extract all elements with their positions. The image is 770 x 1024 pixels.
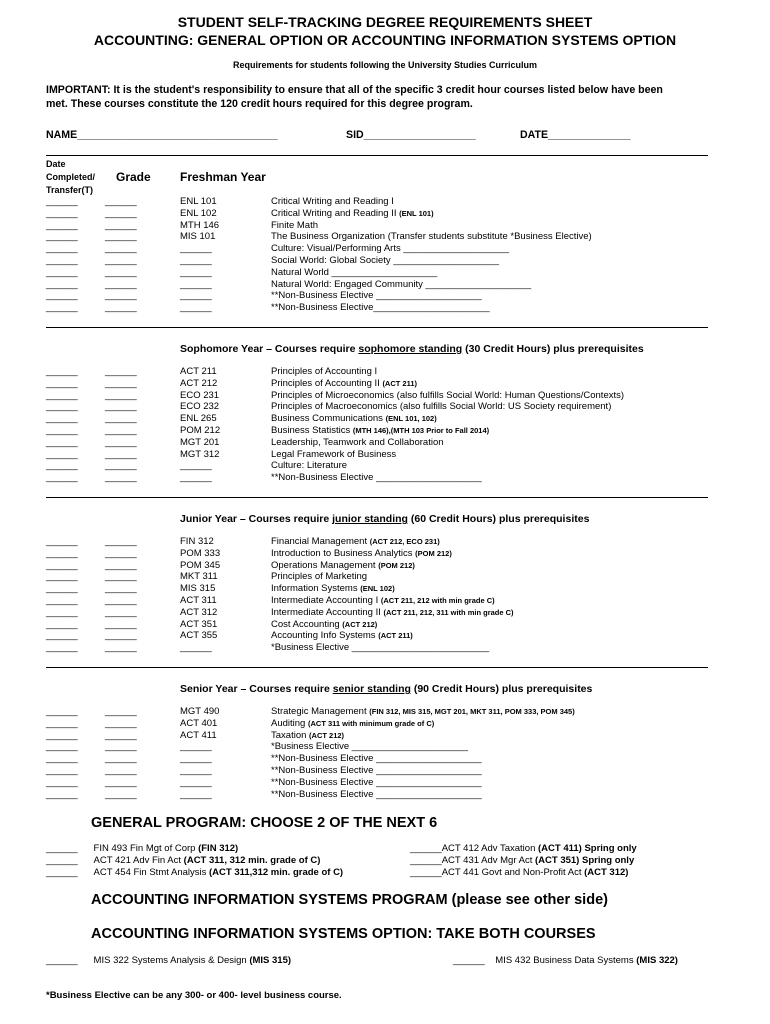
course-title: The Business Organization (Transfer students substitute *Business Elective): [271, 231, 592, 243]
course-name: [271, 255, 592, 267]
course-code: MGT 490: [180, 706, 220, 717]
course-code: ECO 232: [180, 401, 220, 413]
course-code: MIS 315: [180, 583, 216, 595]
course-name: [271, 460, 624, 472]
course-prerequisite: (ACT 211): [382, 378, 418, 388]
grade-blank[interactable]: ______: [105, 448, 137, 460]
freshman-course-codes: [180, 196, 219, 314]
course-title: Principles of Accounting I: [271, 366, 378, 377]
course-code: ______: [180, 753, 212, 765]
grade-blank[interactable]: ______: [105, 389, 137, 401]
elective-course-option[interactable]: [46, 843, 343, 855]
grade-blank[interactable]: ______: [105, 366, 137, 377]
course-title: Critical Writing and Reading II: [271, 207, 397, 219]
grade-blank[interactable]: ______: [105, 436, 137, 448]
date-completed-blank[interactable]: ______: [46, 207, 78, 219]
course-prerequisite: (ACT 212): [309, 730, 345, 740]
ais-course-mis-432[interactable]: ______ MIS 432 Business Data Systems (MIS 322): [453, 955, 678, 966]
course-code: ENL 265: [180, 413, 217, 425]
grade-blank[interactable]: ______: [105, 536, 137, 547]
course-prerequisite: (ENL 102): [360, 584, 395, 594]
course-title: Principles of Marketing: [271, 571, 368, 583]
course-title: Information Systems: [271, 583, 358, 595]
course-code: ACT 355: [180, 630, 218, 642]
date-completed-blank[interactable]: ______: [46, 266, 78, 278]
sid-field[interactable]: SID___________________: [346, 129, 476, 141]
course-title: **Non-Business Elective______________________: [271, 302, 490, 314]
course-code: ______: [180, 460, 212, 472]
document-title-line-2: ACCOUNTING: GENERAL OPTION OR ACCOUNTING INFORMATION SYSTEMS OPTION: [93, 32, 677, 48]
course-code: ______: [180, 278, 212, 290]
elective-course-title: ACT 441 Govt and Non-Profit Act: [441, 866, 585, 878]
course-name: [271, 765, 575, 777]
course-code: ______: [180, 302, 212, 314]
elective-blank[interactable]: ______: [410, 843, 442, 854]
course-name: [271, 706, 575, 718]
course-title: Intermediate Accounting II: [271, 606, 381, 618]
grade-blank[interactable]: ______: [105, 377, 137, 389]
course-code: MKT 311: [180, 571, 218, 583]
date-completed-blank[interactable]: ______: [46, 472, 78, 484]
course-name: [271, 196, 592, 208]
course-code: ______: [180, 254, 212, 266]
course-name: [271, 220, 592, 232]
elective-course-title: ACT 431 Adv Mgr Act: [441, 854, 535, 866]
elective-course-option[interactable]: [46, 855, 343, 867]
course-prerequisite: (ACT 211, 212, 311 with min grade C): [383, 607, 514, 617]
date-completed-blank[interactable]: ______: [46, 401, 78, 413]
date-completed-blank[interactable]: ______: [46, 594, 78, 606]
course-title: **Non-Business Elective ____________________: [271, 776, 482, 788]
freshman-year-title: Freshman Year: [180, 170, 266, 184]
course-name: [271, 366, 624, 378]
course-title: *Business Elective __________________________: [271, 642, 490, 654]
elective-course-prerequisite: (ACT 411) Spring only: [538, 843, 637, 854]
date-completed-blank[interactable]: ______: [46, 571, 78, 583]
course-prerequisite: (ACT 212): [342, 619, 378, 629]
important-notice-line-1: IMPORTANT: It is the student's responsibility to ensure that all of the specific 3 credit hour courses listed below have been: [46, 84, 663, 96]
course-name: [271, 401, 624, 413]
elective-course-prerequisite: (ACT 311,312 min. grade of C): [209, 866, 344, 878]
junior-divider: [46, 667, 708, 668]
sophomore-course-codes: [180, 366, 220, 484]
course-name: [271, 560, 514, 572]
grade-blank[interactable]: ______: [105, 243, 137, 255]
course-name: [271, 536, 514, 548]
sophomore-grade-blanks[interactable]: [105, 366, 137, 484]
grade-blank[interactable]: ______: [105, 717, 137, 729]
course-name: [271, 730, 575, 742]
course-title: Business Communications: [271, 413, 383, 425]
grade-blank[interactable]: ______: [105, 753, 137, 765]
course-name: [271, 378, 624, 390]
grade-blank[interactable]: ______: [105, 547, 137, 559]
general-program-title: GENERAL PROGRAM: CHOOSE 2 OF THE NEXT 6: [91, 815, 438, 831]
date-completed-blank[interactable]: ______: [46, 413, 78, 425]
junior-year-title: Junior Year – Courses require junior standing (60 Credit Hours) plus prerequisites: [180, 513, 590, 525]
course-prerequisite: (ACT 311 with minimum grade of C): [307, 718, 435, 728]
grade-blank[interactable]: ______: [105, 741, 137, 753]
elective-blank[interactable]: ______: [46, 854, 78, 866]
course-name: [271, 243, 592, 255]
course-name: [271, 607, 514, 619]
course-title: Principles of Accounting II: [271, 377, 380, 389]
grade-blank[interactable]: ______: [105, 413, 137, 425]
course-code: ______: [180, 243, 212, 255]
ais-course-mis-322[interactable]: ______ MIS 322 Systems Analysis & Design (MIS 315): [46, 955, 292, 966]
date-completed-blank[interactable]: ______: [46, 717, 78, 729]
course-name: [271, 777, 575, 789]
course-name: [271, 425, 624, 437]
course-title: **Non-Business Elective ____________________: [271, 764, 482, 776]
grade-blank[interactable]: ______: [105, 606, 137, 618]
course-title: Natural World ____________________: [271, 266, 438, 278]
course-prerequisite: (POM 212): [378, 560, 415, 570]
course-code: POM 212: [180, 424, 221, 436]
date-completed-blank[interactable]: ______: [46, 196, 78, 207]
elective-course-title: FIN 493 Fin Mgt of Corp: [93, 843, 199, 854]
course-code: ACT 401: [180, 717, 218, 729]
date-completed-blank[interactable]: ______: [46, 219, 78, 231]
grade-blank[interactable]: ______: [105, 290, 137, 302]
elective-course-prerequisite: (FIN 312): [198, 843, 239, 854]
grade-blank[interactable]: ______: [105, 401, 137, 413]
date-completed-blank[interactable]: ______: [46, 706, 78, 717]
date-completed-blank[interactable]: ______: [46, 606, 78, 618]
date-completed-blank[interactable]: ______: [46, 448, 78, 460]
header-divider: [46, 155, 708, 156]
course-name: [271, 390, 624, 402]
course-code: ACT 212: [180, 377, 218, 389]
freshman-date-blanks[interactable]: [46, 196, 78, 314]
course-title: Introduction to Business Analytics: [271, 547, 413, 559]
grade-blank[interactable]: ______: [105, 764, 137, 776]
course-name: [271, 630, 514, 642]
course-name: [271, 789, 575, 801]
grade-blank[interactable]: ______: [105, 472, 137, 484]
course-title: Principles of Macroeconomics (also fulfills Social World: US Society requirement): [271, 401, 612, 413]
senior-course-names: [271, 706, 575, 800]
grade-blank[interactable]: ______: [105, 219, 137, 231]
general-program-left-courses[interactable]: [46, 843, 343, 878]
date-completed-blank[interactable]: ______: [46, 776, 78, 788]
date-completed-blank[interactable]: ______: [46, 764, 78, 776]
course-name: [271, 595, 514, 607]
grade-column-header: Grade: [116, 170, 151, 184]
course-name: [271, 718, 575, 730]
course-title: Leadership, Teamwork and Collaboration: [271, 436, 444, 448]
date-completed-blank[interactable]: ______: [46, 460, 78, 472]
senior-date-blanks[interactable]: [46, 706, 78, 800]
course-code: ENL 102: [180, 207, 217, 219]
elective-course-option[interactable]: [410, 843, 637, 855]
date-completed-blank[interactable]: ______: [46, 436, 78, 448]
ais-program-title: ACCOUNTING INFORMATION SYSTEMS PROGRAM (please see other side): [91, 892, 608, 908]
name-field[interactable]: NAME__________________________________: [46, 129, 278, 141]
course-name: [271, 741, 575, 753]
course-code: ACT 411: [180, 729, 217, 741]
course-title: Culture: Visual/Performing Arts ____________________: [271, 243, 510, 255]
date-completed-blank[interactable]: ______: [46, 278, 78, 290]
elective-course-title: ACT 454 Fin Stmt Analysis: [93, 866, 209, 878]
important-notice-line-2: met. These courses constitute the 120 credit hours required for this degree program.: [46, 98, 473, 110]
course-title: **Non-Business Elective ____________________: [271, 788, 482, 800]
date-completed-blank[interactable]: ______: [46, 729, 78, 741]
course-code: ______: [180, 290, 212, 302]
date-completed-blank[interactable]: ______: [46, 642, 78, 654]
date-completed-blank[interactable]: ______: [46, 753, 78, 765]
course-code: ______: [180, 266, 212, 278]
course-code: ______: [180, 776, 212, 788]
junior-grade-blanks[interactable]: [105, 536, 137, 654]
date-completed-blank[interactable]: ______: [46, 290, 78, 302]
course-name: [271, 753, 575, 765]
course-code: ACT 211: [180, 366, 217, 377]
course-name: [271, 231, 592, 243]
grade-blank[interactable]: ______: [105, 424, 137, 436]
course-name: [271, 413, 624, 425]
course-title: **Non-Business Elective ____________________: [271, 290, 482, 302]
course-name: [271, 642, 514, 654]
date-completed-blank[interactable]: ______: [46, 389, 78, 401]
elective-course-title: ACT 412 Adv Taxation: [441, 843, 538, 854]
course-code: ______: [180, 472, 212, 484]
course-title: Taxation: [271, 729, 307, 741]
date-completed-blank[interactable]: ______: [46, 536, 78, 547]
course-code: ACT 312: [180, 606, 218, 618]
course-code: ENL 101: [180, 196, 217, 207]
course-title: Natural World: Engaged Community ____________________: [271, 278, 532, 290]
senior-grade-blanks[interactable]: [105, 706, 137, 800]
general-program-right-courses[interactable]: [410, 843, 637, 878]
date-completed-blank[interactable]: ______: [46, 231, 78, 243]
grade-blank[interactable]: ______: [105, 776, 137, 788]
date-completed-blank[interactable]: ______: [46, 547, 78, 559]
grade-blank[interactable]: ______: [105, 266, 137, 278]
course-code: ACT 351: [180, 618, 218, 630]
course-title: Financial Management: [271, 536, 368, 547]
course-code: ______: [180, 642, 212, 654]
date-completed-blank[interactable]: ______: [46, 618, 78, 630]
grade-blank[interactable]: ______: [105, 571, 137, 583]
course-title: Strategic Management: [271, 706, 367, 717]
course-name: [271, 302, 592, 314]
business-elective-footnote: *Business Elective can be any 300- or 400- level business course.: [46, 990, 342, 1001]
grade-blank[interactable]: ______: [105, 196, 137, 207]
grade-blank[interactable]: ______: [105, 254, 137, 266]
elective-blank[interactable]: ______: [46, 866, 78, 878]
course-title: Accounting Info Systems: [271, 630, 376, 642]
course-prerequisite: (ENL 101, 102): [385, 414, 437, 424]
course-code: ACT 311: [180, 594, 217, 606]
grade-blank[interactable]: ______: [105, 583, 137, 595]
elective-blank[interactable]: ______: [410, 854, 442, 866]
course-title: Auditing: [271, 717, 306, 729]
course-code: ______: [180, 741, 212, 753]
course-title: Operations Management: [271, 559, 376, 571]
date-completed-blank[interactable]: ______: [46, 741, 78, 753]
grade-blank[interactable]: ______: [105, 706, 137, 717]
elective-blank[interactable]: ______: [46, 843, 78, 854]
document-subtitle: Requirements for students following the University Studies Curriculum: [232, 60, 538, 70]
grade-blank[interactable]: ______: [105, 729, 137, 741]
grade-blank[interactable]: ______: [105, 559, 137, 571]
course-name: [271, 472, 624, 484]
course-code: ECO 231: [180, 389, 220, 401]
course-prerequisite: (ACT 211, 212 with min grade C): [380, 595, 495, 605]
freshman-divider: [46, 327, 708, 328]
course-title: *Business Elective ______________________: [271, 741, 469, 753]
date-completed-blank[interactable]: ______: [46, 583, 78, 595]
course-prerequisite: (FIN 312, MIS 315, MGT 201, MKT 311, POM 333, POM 345): [369, 707, 575, 716]
course-prerequisite: (MTH 146),(MTH 103 Prior to Fall 2014): [352, 425, 490, 435]
course-code: POM 345: [180, 559, 221, 571]
course-prerequisite: (POM 212): [415, 548, 452, 558]
course-prerequisite: (ACT 212, ECO 231): [369, 537, 440, 546]
grade-blank[interactable]: ______: [105, 231, 137, 243]
course-name: [271, 449, 624, 461]
grade-blank[interactable]: ______: [105, 788, 137, 800]
elective-course-prerequisite: (ACT 312): [584, 866, 629, 878]
course-code: MIS 101: [180, 231, 216, 243]
course-title: Business Statistics: [271, 424, 351, 436]
course-title: Culture: Literature: [271, 460, 348, 472]
course-code: POM 333: [180, 547, 221, 559]
date-column-header: Date Completed/ Transfer(T): [46, 159, 96, 195]
course-name: [271, 619, 514, 631]
freshman-course-names: [271, 196, 592, 314]
ais-option-title: ACCOUNTING INFORMATION SYSTEMS OPTION: TAKE BOTH COURSES: [91, 926, 596, 942]
course-code: MGT 312: [180, 448, 220, 460]
grade-blank[interactable]: ______: [105, 278, 137, 290]
course-code: FIN 312: [180, 536, 214, 547]
elective-course-option[interactable]: [410, 855, 637, 867]
course-title: Social World: Global Society ____________________: [271, 254, 499, 266]
grade-blank[interactable]: ______: [105, 642, 137, 654]
grade-blank[interactable]: ______: [105, 630, 137, 642]
sophomore-year-title: Sophomore Year – Courses require sophomore standing (30 Credit Hours) plus prerequisites: [180, 343, 644, 355]
course-code: ______: [180, 764, 212, 776]
course-title: Cost Accounting: [271, 618, 340, 630]
course-name: [271, 267, 592, 279]
senior-year-title: Senior Year – Courses require senior standing (90 Credit Hours) plus prerequisites: [180, 683, 593, 695]
elective-course-title: ACT 421 Adv Fin Act: [93, 854, 184, 866]
date-completed-blank[interactable]: ______: [46, 559, 78, 571]
course-code: ______: [180, 788, 212, 800]
freshman-grade-blanks[interactable]: [105, 196, 137, 314]
course-title: Intermediate Accounting I: [271, 594, 379, 606]
document-title-line-1: STUDENT SELF-TRACKING DEGREE REQUIREMENTS SHEET: [177, 14, 593, 30]
elective-course-option[interactable]: [46, 867, 343, 879]
grade-blank[interactable]: ______: [105, 460, 137, 472]
course-name: [271, 571, 514, 583]
junior-course-names: [271, 536, 514, 654]
elective-blank[interactable]: ______: [410, 866, 442, 878]
sophomore-date-blanks[interactable]: [46, 366, 78, 484]
date-field[interactable]: DATE______________: [520, 129, 631, 141]
elective-course-prerequisite: (ACT 311, 312 min. grade of C): [183, 854, 321, 866]
course-title: **Non-Business Elective ____________________: [271, 753, 482, 765]
grade-blank[interactable]: ______: [105, 618, 137, 630]
date-completed-blank[interactable]: ______: [46, 254, 78, 266]
sophomore-course-names: [271, 366, 624, 484]
course-title: **Non-Business Elective ____________________: [271, 472, 482, 484]
elective-course-prerequisite: (ACT 351) Spring only: [535, 854, 635, 866]
course-prerequisite: (ENL 101): [399, 208, 434, 218]
date-completed-blank[interactable]: ______: [46, 788, 78, 800]
course-title: Finite Math: [271, 219, 318, 231]
course-name: [271, 290, 592, 302]
junior-course-codes: [180, 536, 220, 654]
course-name: [271, 437, 624, 449]
date-completed-blank[interactable]: ______: [46, 424, 78, 436]
senior-course-codes: [180, 706, 219, 800]
course-title: Legal Framework of Business: [271, 448, 397, 460]
course-title: Critical Writing and Reading I: [271, 196, 394, 207]
course-name: [271, 208, 592, 220]
date-completed-blank[interactable]: ______: [46, 243, 78, 255]
date-completed-blank[interactable]: ______: [46, 377, 78, 389]
sophomore-divider: [46, 497, 708, 498]
course-name: [271, 583, 514, 595]
grade-blank[interactable]: ______: [105, 302, 137, 314]
grade-blank[interactable]: ______: [105, 207, 137, 219]
date-completed-blank[interactable]: ______: [46, 366, 78, 377]
course-code: MTH 146: [180, 219, 220, 231]
elective-course-option[interactable]: [410, 867, 637, 879]
course-code: MGT 201: [180, 436, 220, 448]
course-prerequisite: (ACT 211): [378, 631, 413, 641]
course-name: [271, 548, 514, 560]
date-completed-blank[interactable]: ______: [46, 302, 78, 314]
date-completed-blank[interactable]: ______: [46, 630, 78, 642]
course-name: [271, 279, 592, 291]
junior-date-blanks[interactable]: [46, 536, 78, 654]
course-title: Principles of Microeconomics (also fulfills Social World: Human Questions/Contexts): [271, 389, 625, 401]
grade-blank[interactable]: ______: [105, 594, 137, 606]
